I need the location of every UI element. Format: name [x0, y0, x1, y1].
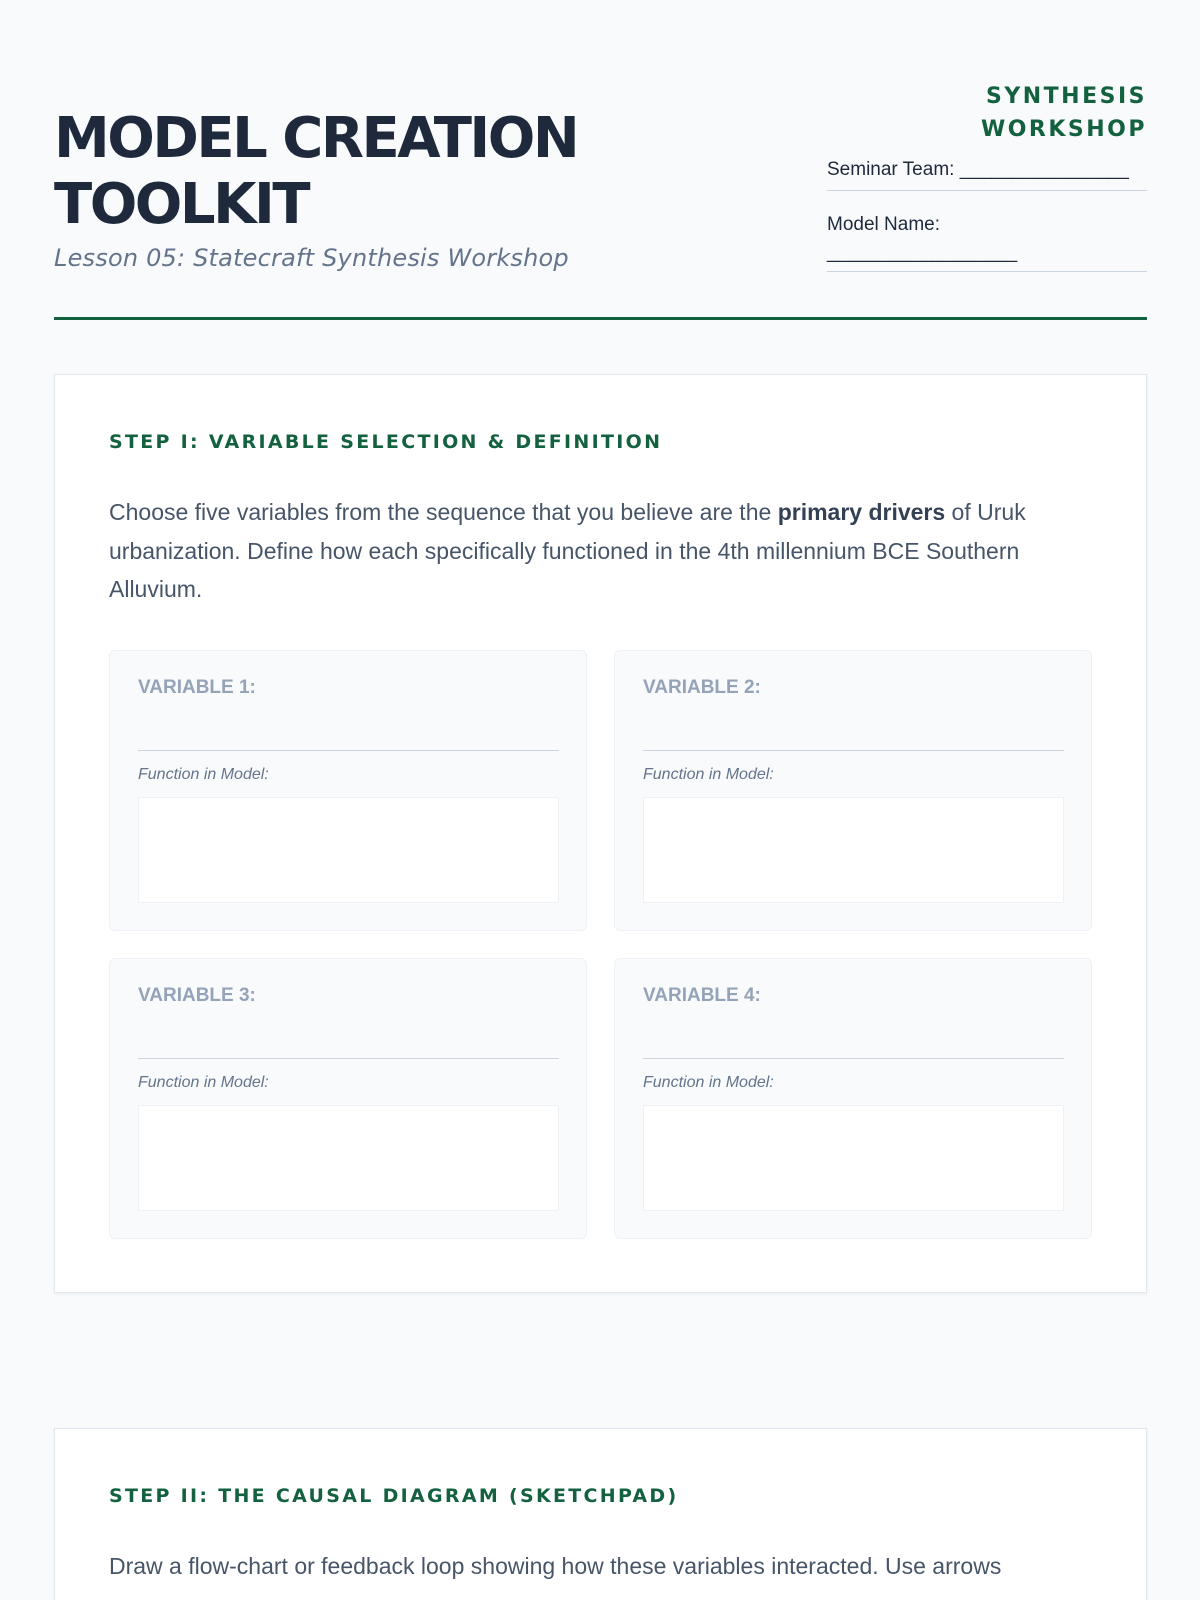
page-title-line-2: TOOLKIT	[54, 172, 309, 237]
variable-1-function-label: Function in Model:	[138, 766, 269, 783]
step-1-card	[54, 374, 1147, 1293]
variable-3-label: VARIABLE 3:	[138, 985, 256, 1006]
variable-2-box	[614, 650, 1092, 931]
brand-label	[827, 80, 1147, 146]
title-block	[54, 106, 754, 272]
model-name-field[interactable]	[827, 211, 1147, 272]
variable-4-name-line[interactable]	[643, 1058, 1064, 1059]
variable-1-function-area[interactable]	[138, 797, 559, 903]
brand-line-1: SYNTHESIS	[985, 84, 1147, 109]
variable-3-name-line[interactable]	[138, 1058, 559, 1059]
variable-2-function-area[interactable]	[643, 797, 1064, 903]
step-2-instructions: Draw a flow-chart or feedback loop showing how these variables interacted. Use arrows	[109, 1553, 1002, 1579]
page-title	[54, 106, 754, 238]
step-2-card	[54, 1428, 1147, 1600]
variable-2-label: VARIABLE 2:	[643, 677, 761, 698]
variable-3-function-label: Function in Model:	[138, 1074, 269, 1091]
lesson-subtitle: Lesson 05: Statecraft Synthesis Workshop	[54, 244, 569, 272]
variable-2-name-line[interactable]	[643, 750, 1064, 751]
variable-1-name-line[interactable]	[138, 750, 559, 751]
variable-4-box	[614, 958, 1092, 1239]
variable-3-function-area[interactable]	[138, 1105, 559, 1211]
variable-2-function-label: Function in Model:	[643, 766, 774, 783]
instructions-emphasis: primary drivers	[777, 499, 946, 525]
instructions-text-end: of Uruk urbanization. Define how each specifically functioned in the 4th millennium BCE Southern Alluvium.	[109, 499, 1026, 602]
page-title-line-1: MODEL CREATION	[54, 106, 578, 171]
page-header	[54, 80, 1147, 320]
model-name-label: Model Name:	[827, 214, 940, 235]
brand-line-2: WORKSHOP	[980, 117, 1147, 142]
variable-1-label: VARIABLE 1:	[138, 677, 256, 698]
variable-3-box	[109, 958, 587, 1239]
instructions-text-start: Choose five variables from the sequence that you believe are the	[109, 499, 778, 525]
step-2-heading: STEP II: THE CAUSAL DIAGRAM (SKETCHPAD)	[109, 1485, 679, 1507]
variable-1-box	[109, 650, 587, 931]
variable-4-label: VARIABLE 4:	[643, 985, 761, 1006]
model-name-blank: __________________	[827, 242, 1018, 263]
header-meta	[827, 80, 1147, 272]
step-1-instructions	[109, 493, 1089, 609]
seminar-team-field[interactable]: Seminar Team: ________________	[827, 156, 1147, 191]
variable-4-function-label: Function in Model:	[643, 1074, 774, 1091]
step-1-heading: STEP I: VARIABLE SELECTION & DEFINITION	[109, 431, 663, 453]
variable-4-function-area[interactable]	[643, 1105, 1064, 1211]
